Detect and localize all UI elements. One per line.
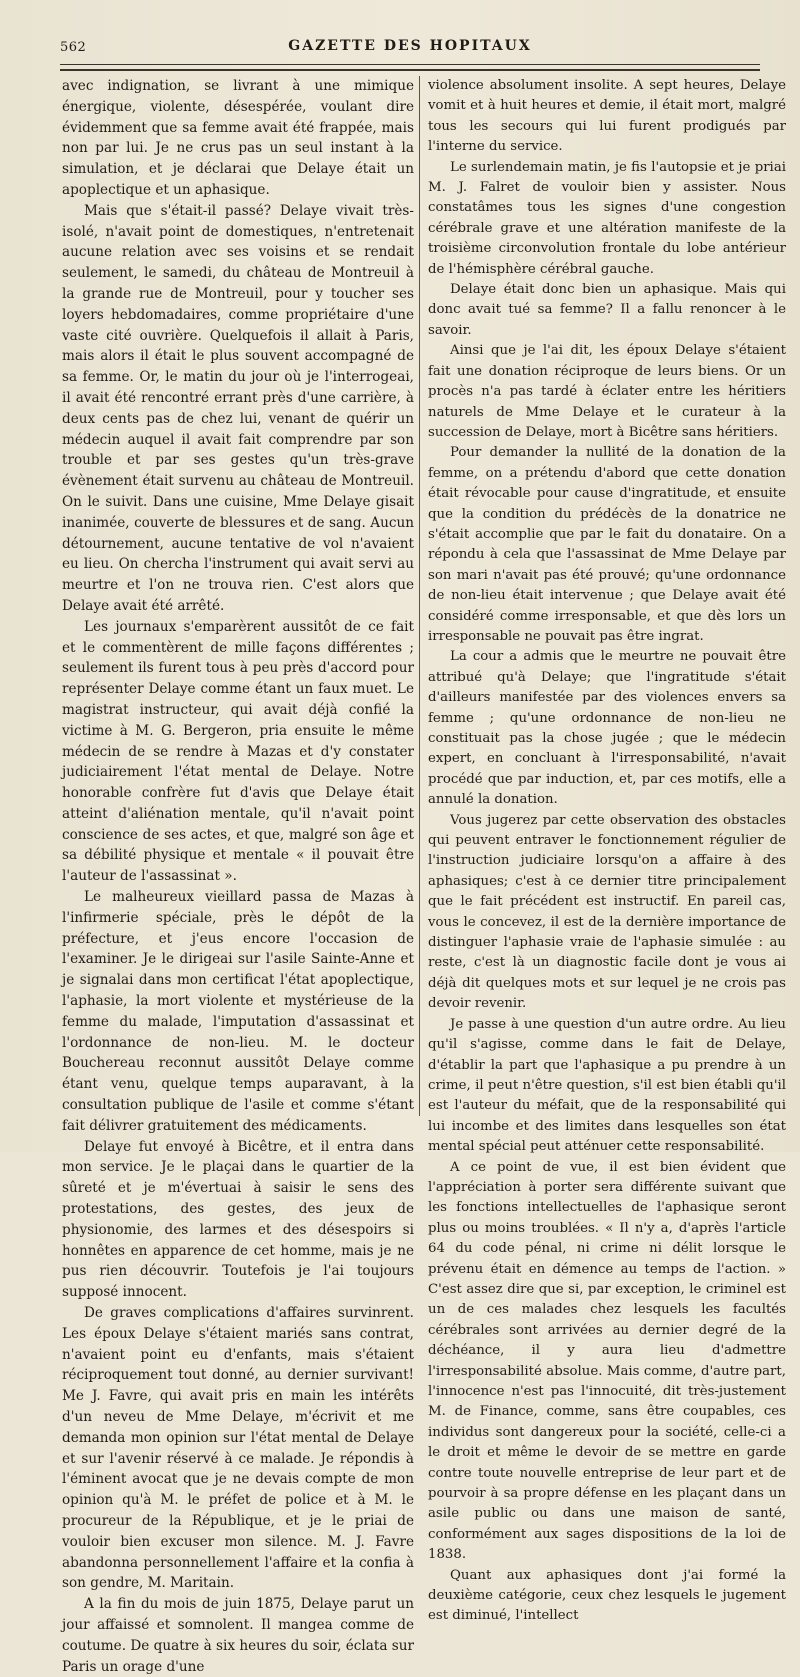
page-header	[60, 36, 760, 60]
left-column	[62, 76, 414, 1677]
paragraph: La cour a admis que le meurtre ne pouvait être attribué qu'à Delaye; que l'ingratitude s'était d'ailleurs manifestée par des violences envers sa femme ; qu'une ordonnance de non-lieu ne constituait pas la chose jugée ; que le médecin expert, en concluant à l'irresponsabilité, n'avait procédé que par induction, et, par ces motifs, elle a annulé la donation.	[428, 649, 786, 808]
paragraph: Mais que s'était-il passé? Delaye vivait très-isolé, n'avait point de domestiques, n'entretenait aucune relation avec ses voisins et se rendait seulement, le samedi, du château de Montreuil à la grande rue de Montreuil, pour y toucher ses loyers hebdomadaires, comme propriétaire d'une vaste cité ouvrière. Quelquefois il allait à Paris, mais alors il était le plus souvent accompagné de sa femme. Or, le matin du jour où je l'interrogeai, il avait été rencontré errant près d'une carrière, à deux cents pas de chez lui, venant de quérir un médecin auquel il avait fait comprendre par son trouble et par ses gestes qu'un très-grave évènement était survenu au château de Montreuil. On le suivit. Dans une cuisine, Mme Delaye gisait inanimée, couverte de blessures et de sang. Aucun détournement, aucune tentative de vol n'avaient eu lieu. On chercha l'instrument qui avait servi au meurtre et l'on ne trouva rien. C'est alors que Delaye avait été arrêté.	[62, 202, 414, 614]
paragraph: Je passe à une question d'un autre ordre. Au lieu qu'il s'agisse, comme dans le fait de Delaye, d'établir la part que l'aphasique a pu prendre à un crime, il peut n'être question, s'il est bien établi qu'il est l'auteur du méfait, que de la responsabilité qui lui incombe et des limites dans lesquelles son état mental spécial peut atténuer cette responsabilité.	[428, 1016, 786, 1155]
page-number: 562	[60, 40, 87, 55]
paragraph: A la fin du mois de juin 1875, Delaye parut un jour affaissé et somnolent. Il mangea comme de coutume. De quatre à six heures du soir, éclata sur Paris un orage d'une	[62, 1596, 414, 1675]
paragraph: De graves complications d'affaires survinrent. Les époux Delaye s'étaient mariés sans contrat, n'avaient point eu d'enfants, mais s'étaient réciproquement tout donné, au dernier survivant! Me J. Favre, qui avait pris en main les intérêts d'un neveu de Mme Delaye, m'écrivit et me demanda mon opinion sur l'état mental de Delaye et sur l'avenir réservé à ce malade. Je répondis à l'éminent avocat que je ne devais compte de mon opinion qu'à M. le préfet de police et à M. le procureur de la République, et je le priai de vouloir bien excuser mon silence. M. J. Favre abandonna personnellement l'affaire et la confia à son gendre, M. Maritain.	[62, 1305, 414, 1592]
header-rule	[60, 64, 760, 65]
paragraph: Delaye était donc bien un aphasique. Mais qui donc avait tué sa femme? Il a fallu renoncer à le savoir.	[428, 282, 786, 338]
paragraph: Quant aux aphasiques dont j'ai formé la deuxième catégorie, ceux chez lesquels le jugement est diminué, l'intellect	[428, 1567, 786, 1624]
right-column	[428, 76, 786, 1627]
column-divider	[419, 76, 420, 1116]
paragraph: Le malheureux vieillard passa de Mazas à l'infirmerie spéciale, près le dépôt de la préfecture, et j'eus encore l'occasion de l'examiner. Je le dirigeai sur l'asile Sainte-Anne et je signalai dans mon certificat l'état apoplectique, l'aphasie, la mort violente et mystérieuse de la femme du malade, l'imputation d'assassinat et l'ordonnance de non-lieu. M. le docteur Bouchereau reconnut aussitôt Delaye comme étant venu, quelque temps auparavant, à la consultation publique de l'asile et comme s'étant fait délivrer gratuitement des médicaments.	[62, 889, 414, 1134]
paragraph: Le surlendemain matin, je fis l'autopsie et je priai M. J. Falret de vouloir bien y assister. Nous constatâmes tous les signes d'une congestion cérébrale grave et une altération manifeste de la troisième circonvolution frontale du lobe antérieur de l'hémisphère cérébral gauche.	[428, 159, 786, 277]
paragraph: Les journaux s'emparèrent aussitôt de ce fait et le commentèrent de mille façons différentes ; seulement ils furent tous à peu près d'accord pour représenter Delaye comme étant un faux muet. Le magistrat instructeur, qui avait déjà confié la victime à M. G. Bergeron, pria ensuite le même médecin de se rendre à Mazas et d'y constater judiciairement l'état mental de Delaye. Notre honorable confrère fut d'avis que Delaye était atteint d'aliénation mentale, qu'il n'avait point conscience de ses actes, et que, malgré son âge et sa débilité physique et mentale « il pouvait être l'auteur de l'assassinat ».	[62, 618, 414, 885]
paragraph: Pour demander la nullité de la donation de la femme, on a prétendu d'abord que cette donation était révocable pour cause d'ingratitude, et ensuite que la condition du prédécès de la donatrice ne s'était accomplie que par le fait du donataire. On a répondu à cela que l'assassinat de Mme Delaye par son mari n'avait pas été prouvé; qu'une ordonnance de non-lieu était intervenue ; que Delaye avait été considéré comme irresponsable, et que dès lors un irresponsable ne pouvait pas être ingrat.	[428, 445, 786, 644]
paragraph: avec indignation, se livrant à une mimique énergique, violente, désespérée, voulant dire évidemment que sa femme avait été frappée, mais non par lui. Je ne crus pas un seul instant à la simulation, et je déclarai que Delaye était un apoplectique et un aphasique.	[62, 78, 414, 198]
running-title: GAZETTE DES HOPITAUX	[288, 38, 532, 54]
paragraph: A ce point de vue, il est bien évident que l'appréciation à porter sera différente suivant que les fonctions intellectuelles de l'aphasique seront plus ou moins troublées. « Il n'y a, d'après l'article 64 du code pénal, ni crime ni délit lorsque le prévenu était en démence au temps de l'action. » C'est assez dire que si, par exception, le criminel est un de ces malades chez lesquels les facultés cérébrales sont arrivées au dernier degré de la déchéance, il y aura lieu d'admettre l'irresponsabilité absolue. Mais comme, d'autre part, l'innocence n'est pas l'innocuité, dit très-justement M. de Finance, comme, sans être coupables, ces individus sont dangereux pour la société, celle-ci a le droit et même le devoir de se mettre en garde contre toute nouvelle entreprise de leur part et de pourvoir à sa propre défense en les plaçant dans un asile public ou dans une maison de santé, conformément aux sages dispositions de la loi de 1838.	[428, 1159, 786, 1563]
paragraph: Vous jugerez par cette observation des obstacles qui peuvent entraver le fonctionnement régulier de l'instruction judiciaire lorsqu'on a affaire à des aphasiques; c'est à ce dernier titre principalement que le fait précédent est instructif. En pareil cas, vous le concevez, il est de la dernière importance de distinguer l'aphasie vraie de l'aphasie simulée : au reste, c'est là un diagnostic facile dont je vous ai déjà dit quelques mots et sur lequel je ne crois pas devoir revenir.	[428, 812, 786, 1012]
header-rule-double	[60, 69, 760, 71]
paragraph: Delaye fut envoyé à Bicêtre, et il entra dans mon service. Je le plaçai dans le quartier de la sûreté et je m'évertuai à saisir le sens des protestations, des gestes, des jeux de physionomie, des larmes et des désespoirs si honnêtes en apparence de cet homme, mais je ne pus rien découvrir. Toutefois je l'ai toujours supposé innocent.	[62, 1138, 414, 1301]
paragraph: Ainsi que je l'ai dit, les époux Delaye s'étaient fait une donation réciproque de leurs biens. Or un procès n'a pas tardé à éclater entre les héritiers naturels de Mme Delaye et le curateur à la succession de Delaye, mort à Bicêtre sans héritiers.	[428, 343, 786, 440]
paragraph: violence absolument insolite. A sept heures, Delaye vomit et à huit heures et demie, il était mort, malgré tous les secours qui lui furent prodigués par l'interne du service.	[428, 78, 786, 155]
